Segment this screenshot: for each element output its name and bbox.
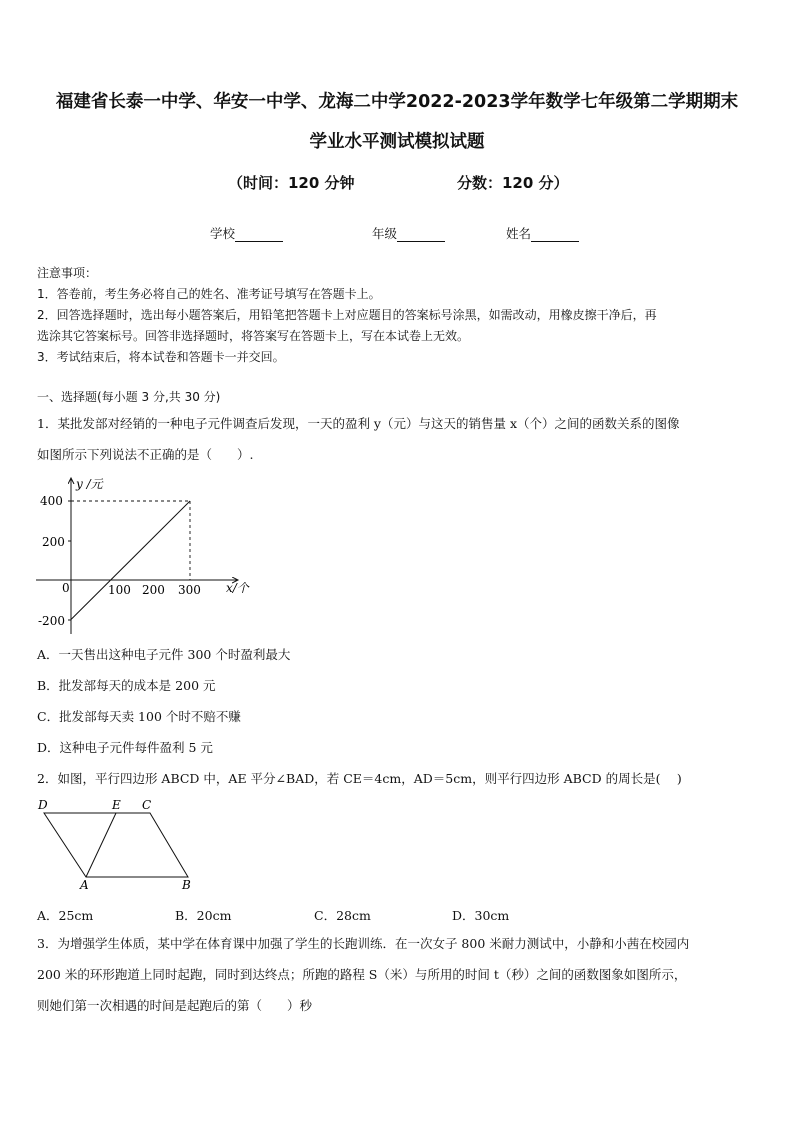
grade-label: 年级 xyxy=(372,226,398,241)
q1-x-axis-label: x/个 xyxy=(226,581,249,595)
q1-x-tick-label: 300 xyxy=(178,583,201,597)
section-heading: 一、选择题(每小题 3 分,共 30 分) xyxy=(37,390,221,404)
name-field xyxy=(506,224,579,242)
q1-x-tick-label: 100 xyxy=(108,583,131,597)
q2-label-b: B xyxy=(182,878,191,891)
school-field xyxy=(210,224,283,242)
q2-parallelogram-figure xyxy=(32,795,202,891)
q3-stem: 200 米的环形跑道上同时起跑，同时到达终点；所跑的路程 S（米）与所用的时间 t（秒）之间的函数图象如图所示， xyxy=(37,967,687,982)
q1-option-a: A．一天售出这种电子元件 300 个时盈利最大 xyxy=(37,647,291,662)
q1-option-b: B．批发部每天的成本是 200 元 xyxy=(37,678,216,693)
exam-score: 分数：120 分） xyxy=(457,174,569,192)
q2-option-a: A．25cm xyxy=(37,908,94,923)
q2-label-d: D xyxy=(38,798,48,812)
q2-parallelogram xyxy=(44,813,188,877)
q2-label-a: A xyxy=(80,878,89,891)
q1-y-tick-label: -200 xyxy=(38,614,65,628)
grade-field xyxy=(372,224,445,242)
note-item: 1．答卷前，考生务必将自己的姓名、准考证号填写在答题卡上。 xyxy=(37,287,381,301)
exam-title-line1: 福建省长泰一中学、华安一中学、龙海二中学2022-2023学年数学七年级第二学期期末 xyxy=(55,92,739,112)
q2-label-e: E xyxy=(112,798,121,812)
q1-function-line xyxy=(71,501,190,620)
q1-y-axis-label: y /元 xyxy=(76,477,103,491)
q2-option-b: B．20cm xyxy=(175,908,232,923)
note-item: 3．考试结束后，将本试卷和答题卡一并交回。 xyxy=(37,350,285,364)
grade-blank xyxy=(397,229,445,242)
q1-option-c: C．批发部每天卖 100 个时不赔不赚 xyxy=(37,709,241,724)
q3-stem: 3．为增强学生体质，某中学在体育课中加强了学生的长跑训练．在一次女子 800 米耐力测试中，小静和小茜在校园内 xyxy=(37,936,690,951)
q2-segment-ae xyxy=(86,813,116,877)
q1-graph xyxy=(30,470,270,638)
q1-y-tick-label: 200 xyxy=(42,535,65,549)
notes-heading: 注意事项： xyxy=(37,266,98,280)
name-blank xyxy=(531,229,579,242)
q1-x-tick-label: 200 xyxy=(142,583,165,597)
name-label: 姓名 xyxy=(506,226,532,241)
exam-title-line2: 学业水平测试模拟试题 xyxy=(309,132,485,152)
q1-option-d: D．这种电子元件每件盈利 5 元 xyxy=(37,740,213,755)
q1-origin-label: 0 xyxy=(62,581,70,595)
q3-stem: 则她们第一次相遇的时间是起跑后的第（ ）秒 xyxy=(37,998,313,1013)
school-blank xyxy=(235,229,283,242)
q1-stem: 1．某批发部对经销的一种电子元件调查后发现，一天的盈利 y（元）与这天的销售量 x（个）之间的函数关系的图像 xyxy=(37,416,680,431)
note-item: 选涂其它答案标号。回答非选择题时，将答案写在答题卡上，写在本试卷上无效。 xyxy=(37,329,470,343)
q2-stem: 2．如图，平行四边形 ABCD 中，AE 平分∠BAD，若 CE＝4cm，AD＝5cm，则平行四边形 ABCD 的周长是( ) xyxy=(37,771,682,786)
q2-option-c: C．28cm xyxy=(314,908,371,923)
q2-option-d: D．30cm xyxy=(452,908,510,923)
q1-y-tick-label: 400 xyxy=(40,494,63,508)
exam-time: （时间：120 分钟 xyxy=(228,174,355,192)
school-label: 学校 xyxy=(210,226,236,241)
note-item: 2．回答选择题时，选出每小题答案后，用铅笔把答题卡上对应题目的答案标号涂黑，如需改动，用橡皮擦干净后，再 xyxy=(37,308,657,322)
q2-label-c: C xyxy=(142,798,152,812)
q1-stem: 如图所示下列说法不正确的是（ ）. xyxy=(37,447,254,462)
